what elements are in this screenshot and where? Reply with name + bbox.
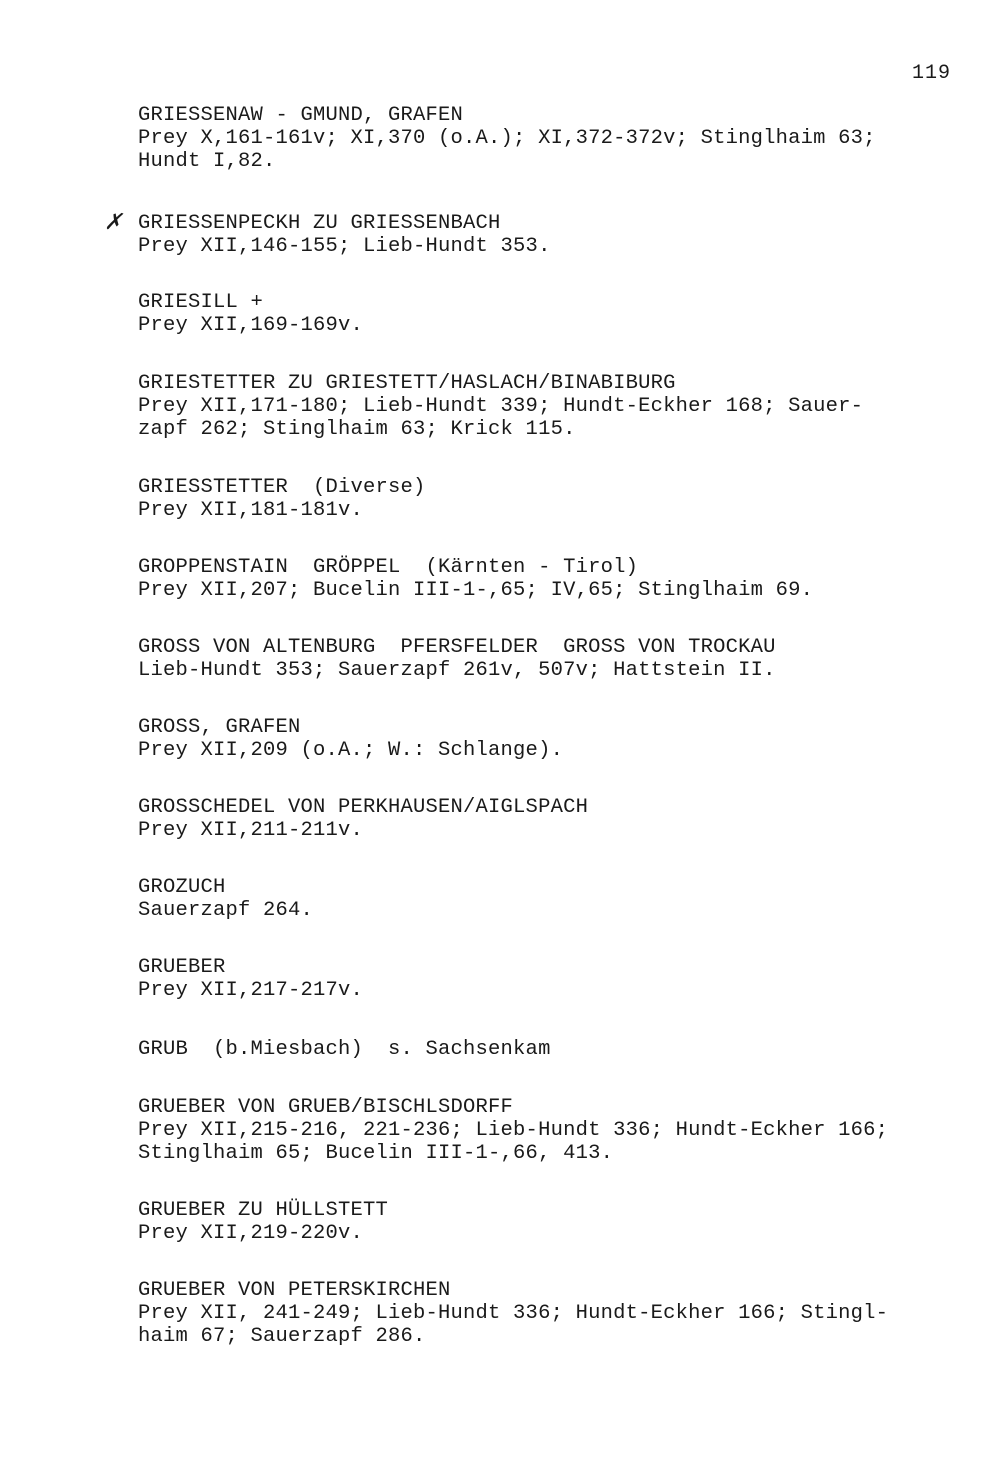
entry-heading: GROSS, GRAFEN <box>138 716 301 739</box>
entry-heading: GROPPENSTAIN GRÖPPEL (Kärnten - Tirol) <box>138 556 639 579</box>
entry-reference-line: Sauerzapf 264. <box>138 899 314 922</box>
index-entry <box>138 1038 551 1061</box>
entry-reference-line: Prey XII,181-181v. <box>138 499 364 522</box>
index-entry <box>138 476 426 522</box>
entry-heading: GROZUCH <box>138 876 226 899</box>
index-entry <box>138 372 863 441</box>
entry-reference-line: Prey XII,169-169v. <box>138 314 364 337</box>
entry-reference-line: Prey XII,171-180; Lieb-Hundt 339; Hundt-Eckher 168; Sauer- <box>138 395 864 418</box>
index-entry <box>138 556 813 602</box>
entry-heading: GRIESSENAW - GMUND, GRAFEN <box>138 104 464 127</box>
entry-reference-line: Prey XII,207; Bucelin III-1-,65; IV,65; Stinglhaim 69. <box>138 579 814 602</box>
index-entry <box>138 104 876 173</box>
index-entry <box>138 636 776 682</box>
entry-heading: GRUB (b.Miesbach) s. Sachsenkam <box>138 1038 551 1061</box>
index-entry <box>138 291 363 337</box>
entry-reference-line: Prey XII,146-155; Lieb-Hundt 353. <box>138 235 551 258</box>
page-number: 119 <box>912 62 952 85</box>
entry-heading: GRUEBER <box>138 956 226 979</box>
entry-heading: GRIESSTETTER (Diverse) <box>138 476 426 499</box>
index-entry <box>138 956 363 1002</box>
index-entry <box>104 211 551 258</box>
entry-reference-line: Prey XII,209 (o.A.; W.: Schlange). <box>138 739 564 762</box>
entry-reference-line: Prey XII,211-211v. <box>138 819 364 842</box>
entry-reference-line: Prey XII,219-220v. <box>138 1222 364 1245</box>
index-entry <box>138 1279 888 1348</box>
index-entry <box>138 796 588 842</box>
entry-reference-line: Hundt I,82. <box>138 150 276 173</box>
entry-heading: GRIESTETTER ZU GRIESTETT/HASLACH/BINABIBURG <box>138 372 676 395</box>
index-entry <box>138 876 313 922</box>
entry-heading: GRUEBER VON PETERSKIRCHEN <box>138 1279 451 1302</box>
entry-heading: GRIESSENPECKH ZU GRIESSENBACH <box>138 212 501 235</box>
entry-heading: GRUEBER ZU HÜLLSTETT <box>138 1199 389 1222</box>
index-entry <box>138 716 563 762</box>
entry-reference-line: zapf 262; Stinglhaim 63; Krick 115. <box>138 418 576 441</box>
margin-mark: ✗ <box>104 211 123 236</box>
entry-reference-line: Prey X,161-161v; XI,370 (o.A.); XI,372-372v; Stinglhaim 63; <box>138 127 876 150</box>
entry-heading: GRIESILL + <box>138 291 264 314</box>
entry-reference-line: Stinglhaim 65; Bucelin III-1-,66, 413. <box>138 1142 614 1165</box>
entry-reference-line: Lieb-Hundt 353; Sauerzapf 261v, 507v; Hattstein II. <box>138 659 776 682</box>
index-entry <box>138 1199 388 1245</box>
entry-reference-line: haim 67; Sauerzapf 286. <box>138 1325 426 1348</box>
entry-reference-line: Prey XII, 241-249; Lieb-Hundt 336; Hundt-Eckher 166; Stingl- <box>138 1302 889 1325</box>
entry-heading: GROSSCHEDEL VON PERKHAUSEN/AIGLSPACH <box>138 796 589 819</box>
entry-heading: GRUEBER VON GRUEB/BISCHLSDORFF <box>138 1096 514 1119</box>
index-entry <box>138 1096 888 1165</box>
entry-heading: GROSS VON ALTENBURG PFERSFELDER GROSS VON TROCKAU <box>138 636 776 659</box>
entry-reference-line: Prey XII,215-216, 221-236; Lieb-Hundt 336; Hundt-Eckher 166; <box>138 1119 889 1142</box>
entry-reference-line: Prey XII,217-217v. <box>138 979 364 1002</box>
